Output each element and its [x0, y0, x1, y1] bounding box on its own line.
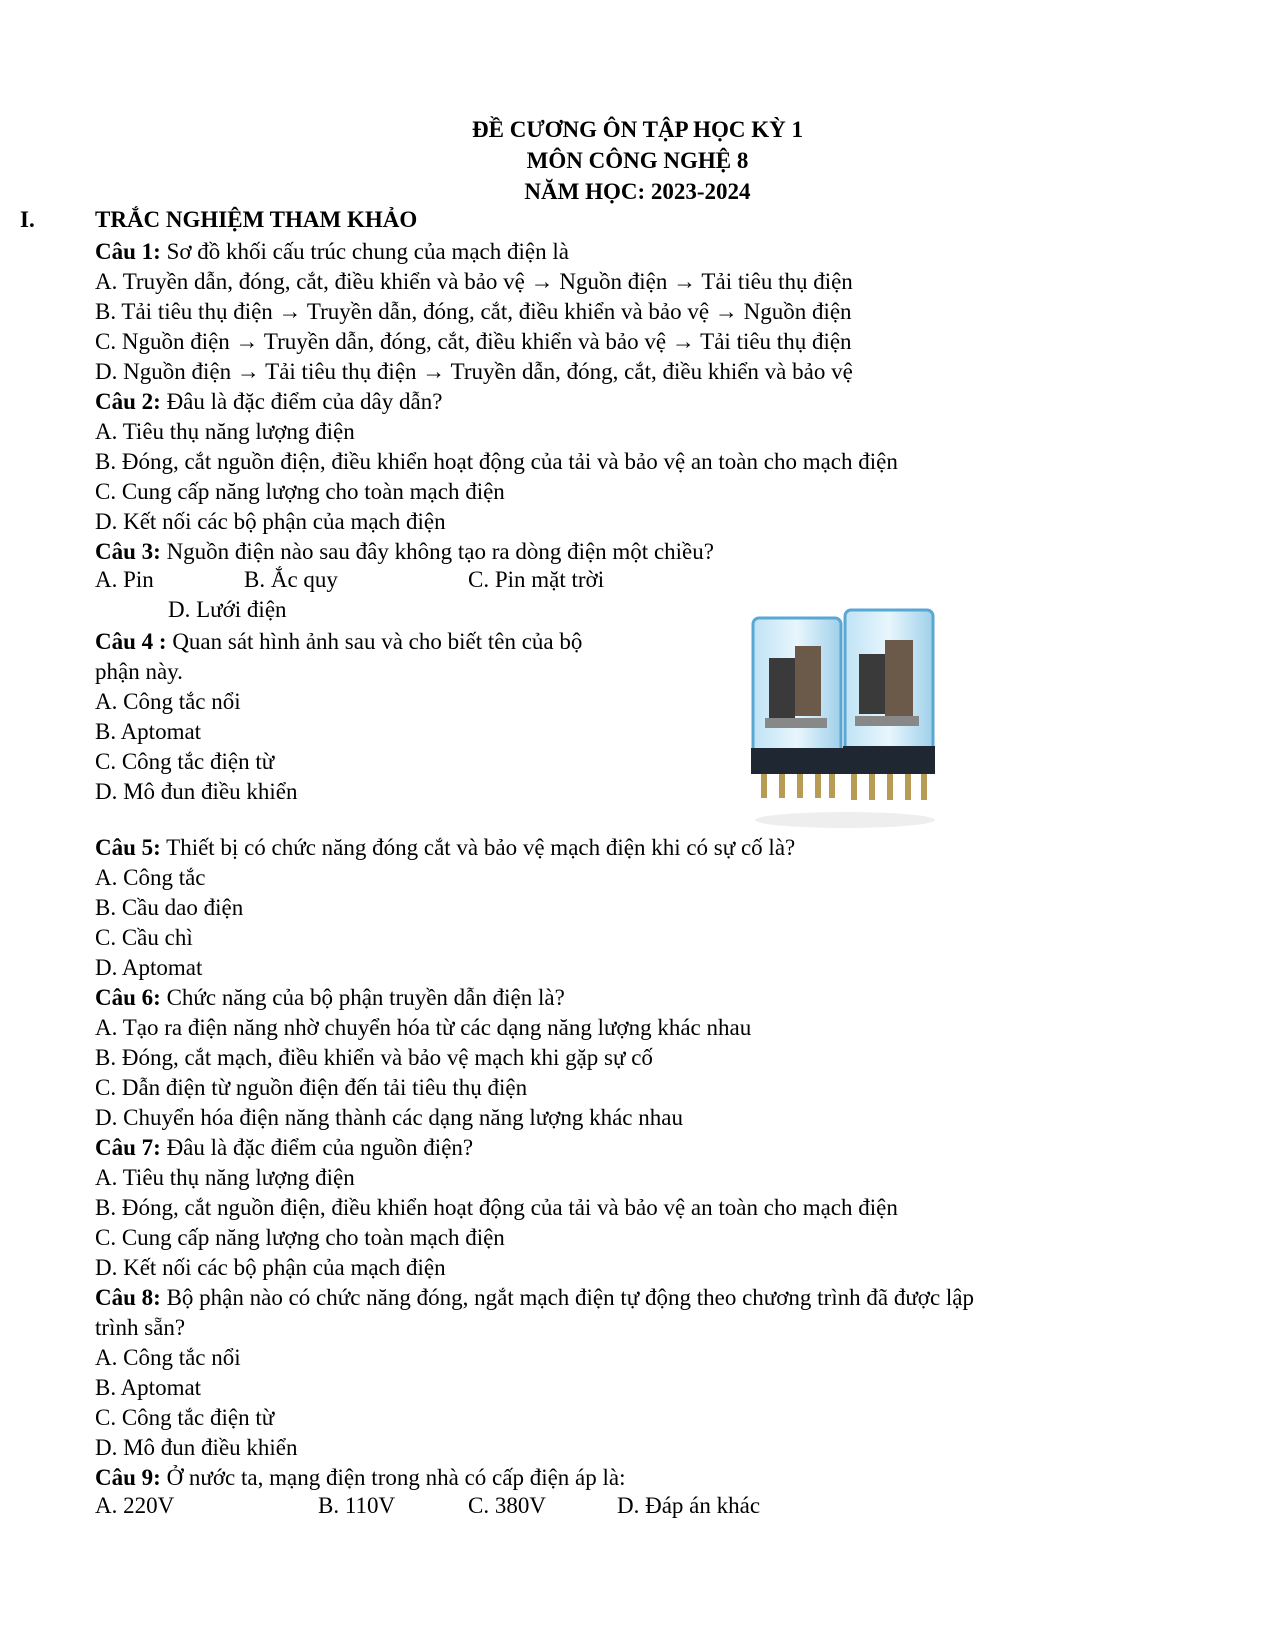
- option-c: C. Công tắc điện từ: [95, 749, 275, 774]
- option-d: D. Đáp án khác: [617, 1493, 761, 1518]
- question-text: Bộ phận nào có chức năng đóng, ngắt mạch điện tự động theo chương trình đã được lập: [160, 1285, 974, 1310]
- option-b: B. Ắc quy: [244, 567, 338, 592]
- option-c: C. Cầu chì: [95, 925, 193, 950]
- question-text: Chức năng của bộ phận truyền dẫn điện là?: [160, 985, 565, 1010]
- question-text: Sơ đồ khối cấu trúc chung của mạch điện là: [160, 239, 569, 264]
- option-c: C. 380V: [468, 1493, 546, 1518]
- doc-title-line1: ĐỀ CƯƠNG ÔN TẬP HỌC KỲ 1: [472, 117, 803, 142]
- option-d: D. Mô đun điều khiển: [95, 1435, 298, 1460]
- section-number: I.: [20, 207, 35, 232]
- option-c: C. Cung cấp năng lượng cho toàn mạch điện: [95, 1225, 505, 1250]
- question-4: [95, 627, 582, 657]
- option-d: D. Kết nối các bộ phận của mạch điện: [95, 509, 446, 534]
- question-label: Câu 1:: [95, 239, 161, 264]
- option-d: D. Aptomat: [95, 955, 203, 980]
- option-a: A. Công tắc nổi: [95, 1345, 241, 1370]
- option-d: D. Nguồn điện → Tải tiêu thụ điện → Truyền dẫn, đóng, cắt, điều khiển và bảo vệ: [95, 359, 853, 384]
- option-c: C. Pin mặt trời: [468, 567, 605, 592]
- question-text: Quan sát hình ảnh sau và cho biết tên của bộ: [166, 629, 583, 654]
- option-b: B. Cầu dao điện: [95, 895, 244, 920]
- question-label: Câu 4 :: [95, 629, 167, 654]
- option-a: A. Truyền dẫn, đóng, cắt, điều khiển và bảo vệ → Nguồn điện → Tải tiêu thụ điện: [95, 269, 853, 294]
- question-label: Câu 7:: [95, 1135, 161, 1160]
- question-label: Câu 3:: [95, 539, 161, 564]
- question-2: [95, 387, 442, 417]
- option-b: B. 110V: [318, 1493, 396, 1518]
- option-a: A. Tiêu thụ năng lượng điện: [95, 1165, 355, 1190]
- doc-title-line3: NĂM HỌC: 2023-2024: [524, 179, 751, 204]
- option-a: A. Công tắc nổi: [95, 689, 241, 714]
- relay-image: [735, 598, 955, 836]
- option-d: D. Lưới điện: [168, 597, 287, 622]
- question-label: Câu 8:: [95, 1285, 161, 1310]
- question-text: Nguồn điện nào sau đây không tạo ra dòng điện một chiều?: [160, 539, 714, 564]
- question-6: [95, 983, 565, 1013]
- question-label: Câu 6:: [95, 985, 161, 1010]
- question-8: [95, 1283, 974, 1313]
- question-1: [95, 237, 569, 267]
- question-text: Ở nước ta, mạng điện trong nhà có cấp điện áp là:: [160, 1465, 626, 1490]
- question-label: Câu 2:: [95, 389, 161, 414]
- option-b: B. Đóng, cắt nguồn điện, điều khiển hoạt động của tải và bảo vệ an toàn cho mạch điện: [95, 449, 898, 474]
- doc-title-line2: MÔN CÔNG NGHỆ 8: [526, 148, 749, 173]
- option-b: B. Đóng, cắt nguồn điện, điều khiển hoạt động của tải và bảo vệ an toàn cho mạch điện: [95, 1195, 898, 1220]
- question-3: [95, 537, 714, 567]
- option-b: B. Đóng, cắt mạch, điều khiển và bảo vệ mạch khi gặp sự cố: [95, 1045, 653, 1070]
- option-d: D. Kết nối các bộ phận của mạch điện: [95, 1255, 446, 1280]
- question-text-cont: trình sẵn?: [95, 1315, 186, 1340]
- option-c: C. Công tắc điện từ: [95, 1405, 275, 1430]
- option-a: A. Tạo ra điện năng nhờ chuyển hóa từ các dạng năng lượng khác nhau: [95, 1015, 752, 1040]
- option-a: A. 220V: [95, 1493, 175, 1518]
- option-d: D. Chuyển hóa điện năng thành các dạng năng lượng khác nhau: [95, 1105, 683, 1130]
- question-7: [95, 1133, 473, 1163]
- question-text: Đâu là đặc điểm của nguồn điện?: [160, 1135, 474, 1160]
- question-text-cont: phận này.: [95, 659, 183, 684]
- question-5: [95, 833, 795, 863]
- option-a: A. Tiêu thụ năng lượng điện: [95, 419, 355, 444]
- question-label: Câu 9:: [95, 1465, 161, 1490]
- option-c: C. Nguồn điện → Truyền dẫn, đóng, cắt, điều khiển và bảo vệ → Tải tiêu thụ điện: [95, 329, 852, 354]
- question-9: [95, 1463, 625, 1493]
- option-d: D. Mô đun điều khiển: [95, 779, 298, 804]
- question-label: Câu 5:: [95, 835, 161, 860]
- option-b: B. Aptomat: [95, 1375, 202, 1400]
- question-text: Thiết bị có chức năng đóng cắt và bảo vệ mạch điện khi có sự cố là?: [160, 835, 796, 860]
- option-a: A. Công tắc: [95, 865, 206, 890]
- option-b: B. Aptomat: [95, 719, 202, 744]
- option-c: C. Dẫn điện từ nguồn điện đến tải tiêu thụ điện: [95, 1075, 528, 1100]
- question-text: Đâu là đặc điểm của dây dẫn?: [160, 389, 443, 414]
- option-b: B. Tải tiêu thụ điện → Truyền dẫn, đóng, cắt, điều khiển và bảo vệ → Nguồn điện: [95, 299, 852, 324]
- option-a: A. Pin: [95, 567, 154, 592]
- section-title: TRẮC NGHIỆM THAM KHẢO: [95, 207, 418, 232]
- option-c: C. Cung cấp năng lượng cho toàn mạch điện: [95, 479, 505, 504]
